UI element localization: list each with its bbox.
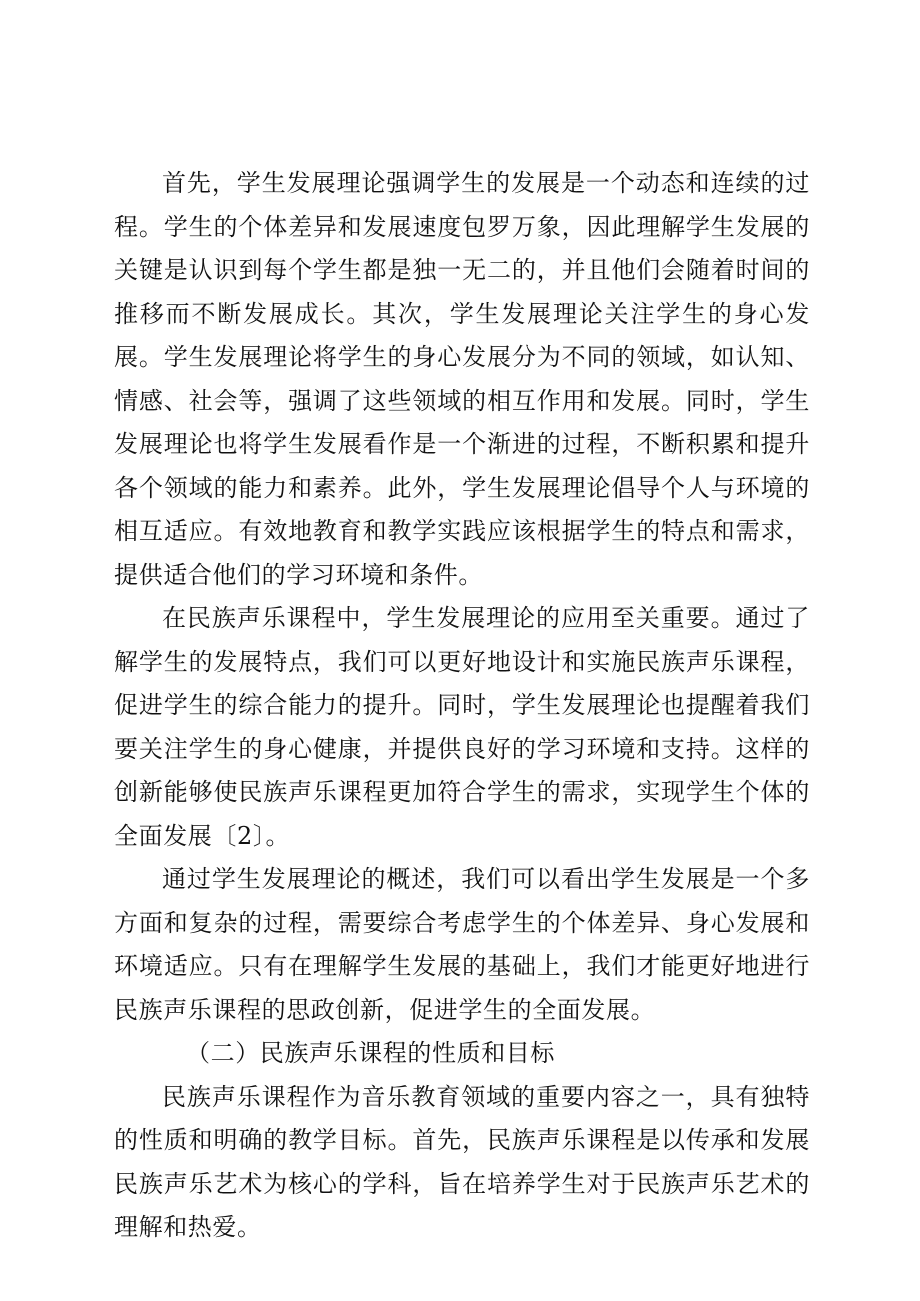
section-heading: （二）民族声乐课程的性质和目标 (186, 1039, 555, 1067)
paragraph-course-nature: 民族声乐课程作为音乐教育领域的重要内容之一，具有独特的性质和明确的教学目标。首先，民族声乐课程是以传承和发展民族声乐艺术为核心的学科，旨在培养学生对于民族声乐艺术的理解和热爱。 (114, 1082, 810, 1241)
paragraph-application-in-course: 在民族声乐课程中，学生发展理论的应用至关重要。通过了解学生的发展特点，我们可以更好地设计和实施民族声乐课程，促进学生的综合能力的提升。同时，学生发展理论也提醒着我们要关注学生的身心健康，并提供良好的学习环境和支持。这样的创新能够使民族声乐课程更加符合学生的需求，实现学生个体的全面发展〔2〕。 (114, 604, 810, 850)
paragraph-student-development-overview: 首先，学生发展理论强调学生的发展是一个动态和连续的过程。学生的个体差异和发展速度包罗万象，因此理解学生发展的关键是认识到每个学生都是独一无二的，并且他们会随着时间的推移而不断发展成长。其次，学生发展理论关注学生的身心发展。学生发展理论将学生的身心发展分为不同的领域，如认知、情感、社会等，强调了这些领域的相互作用和发展。同时，学生发展理论也将学生发展看作是一个渐进的过程，不断积累和提升各个领域的能力和素养。此外，学生发展理论倡导个人与环境的相互适应。有效地教育和教学实践应该根据学生的特点和需求，提供适合他们的学习环境和条件。 (114, 169, 810, 589)
body-text (114, 162, 810, 1250)
paragraph-summary: 通过学生发展理论的概述，我们可以看出学生发展是一个多方面和复杂的过程，需要综合考虑学生的个体差异、身心发展和环境适应。只有在理解学生发展的基础上，我们才能更好地进行民族声乐课程的思政创新，促进学生的全面发展。 (114, 865, 810, 1024)
